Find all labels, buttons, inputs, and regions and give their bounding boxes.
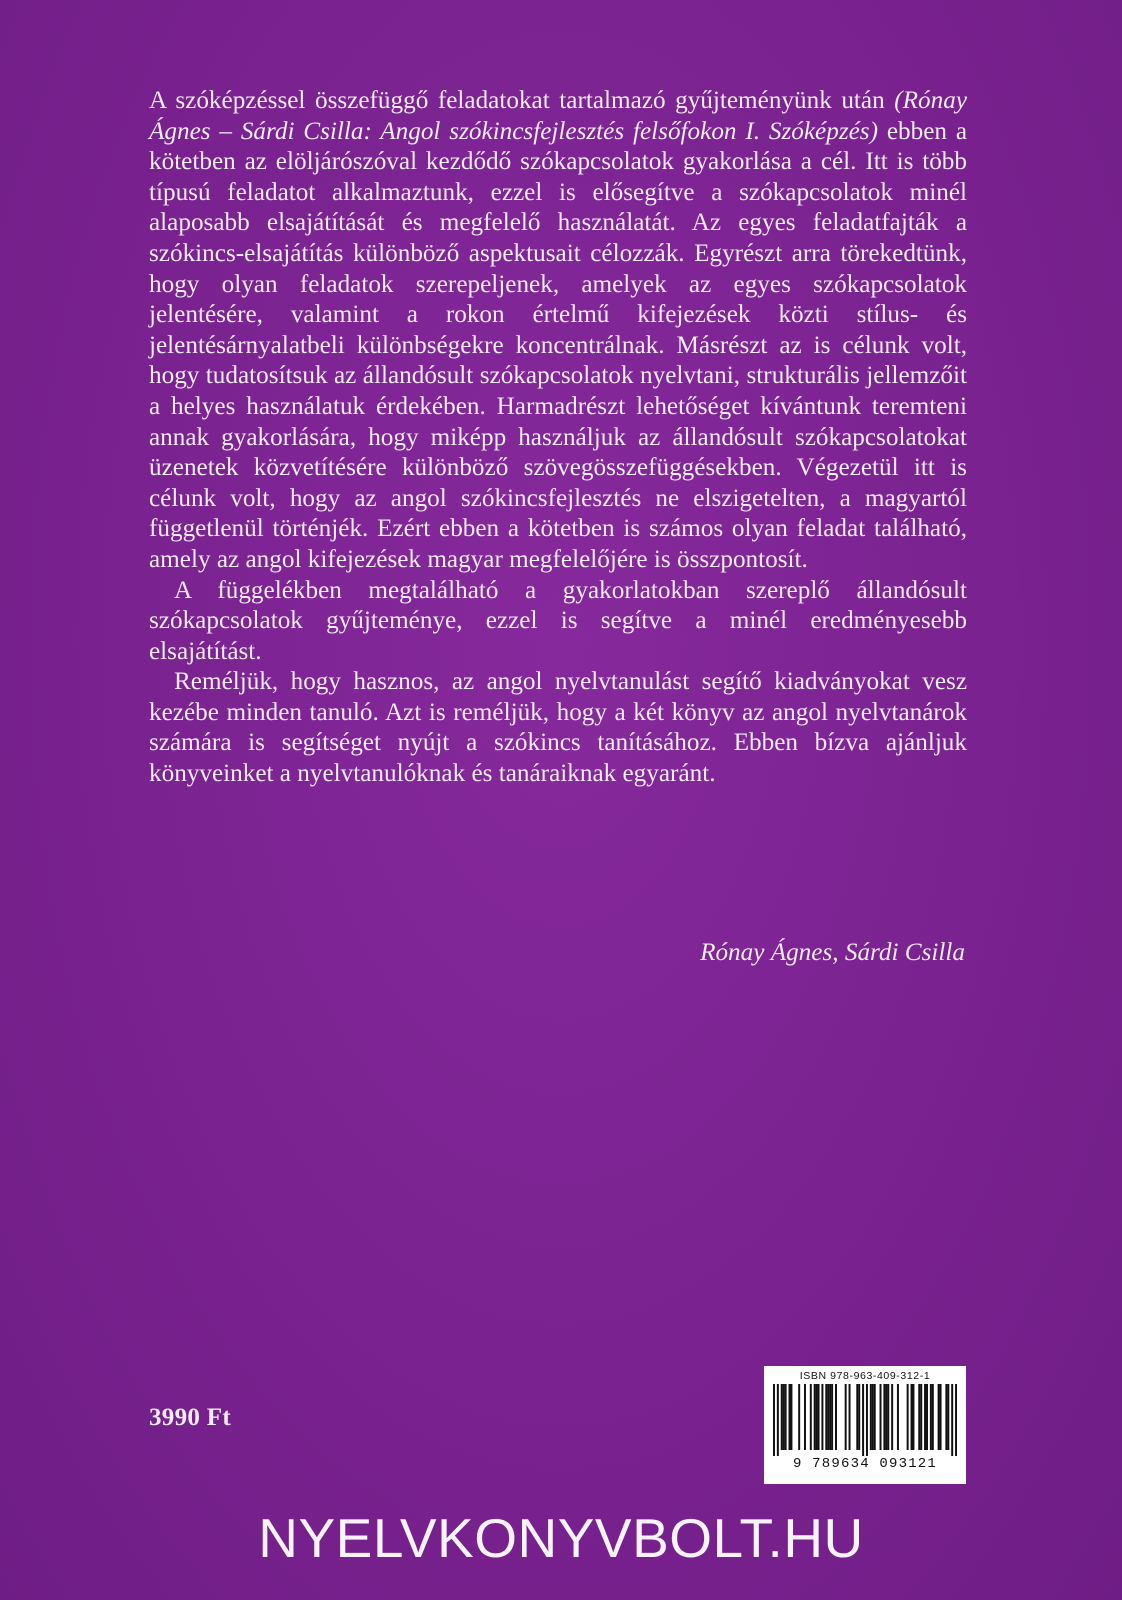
barcode-bar [951,1384,953,1456]
barcode-bar [870,1384,872,1450]
barcode-bar [932,1384,934,1450]
isbn-barcode [764,1366,966,1484]
barcode-bar [924,1384,926,1450]
barcode-bar [911,1384,913,1450]
barcode-bar [918,1384,920,1450]
barcode-bar [783,1384,785,1450]
blurb-paragraph [149,667,967,789]
blurb-segment: ebben a kötetben az elöljárószóval kezdődő szókapcsolatok gyakorlása a cél. Itt is több típusú feladatot alkalmaztunk, ezzel is elősegítve a szókapcsolatok minél alaposabb elsajátítását és megfelelő használatát. Az egyes feladatfajták a szókincs-elsajátítás különböző aspektusait célozzák. Egyrészt arra törekedtünk, hogy olyan feladatok szerepeljenek, amelyek az egyes szókapcsolatok jelentésére, valamint a rokon értelmű kifejezések közti stílus- és jelentésárnyalatbeli különbségekre koncentrálnak. Másrészt az is célunk volt, hogy tudatosítsuk az állandósult szókapcsolatok nyelvtani, strukturális jellemzőit a helyes használatuk érdekében. Harmadrészt lehetőséget kívántunk teremteni annak gyakorlására, hogy miképp használjuk az állandósult szókapcsolatokat üzenetek közvetítésére különböző szövegösszefüggésekben. Végezetül itt is célunk volt, hogy az angol szókincsfejlesztés ne elszigetelten, a magyartól függetlenül történjék. Ezért ebben a kötetben is számos olyan feladat található, amely az angol kifejezések magyar megfelelőjére is összpontosít. [149,117,967,573]
barcode-bar [930,1384,932,1450]
barcode-bar [818,1384,820,1450]
barcode-bar [955,1384,957,1456]
barcode-bar [872,1384,874,1450]
barcode-bar [938,1384,940,1450]
barcode-bar [866,1384,868,1456]
barcode-bar [845,1384,847,1450]
blurb-segment: A szóképzéssel összefüggő feladatokat tartalmazó gyűjteményünk után [149,87,895,114]
barcode-bar [825,1384,827,1450]
blurb-text [149,86,967,790]
barcode-bar [849,1384,851,1450]
barcode-bar [907,1384,909,1450]
barcode-bar [920,1384,922,1450]
barcode-bar [827,1384,829,1450]
barcode-bar [926,1384,928,1450]
barcode-bar [945,1384,947,1450]
isbn-label: ISBN 978-963-409-312-1 [799,1370,931,1382]
barcode-bar [821,1384,823,1450]
barcode-bar [835,1384,837,1450]
barcode-bar [947,1384,949,1450]
barcode-bar [810,1384,812,1450]
barcode-digits: 9 789634 093121 [792,1456,938,1472]
barcode-bar [798,1384,800,1450]
blurb-segment: Reméljük, hogy hasznos, az angol nyelvtanulást segítő kiadványokat vesz kezébe minden tanuló. Azt is reméljük, hogy a két könyv az angol nyelvtanárok számára is segítséget nyújt a szókincs tanításához. Ebben bízva ajánljuk könyveinket a nyelvtanulóknak és tanáraiknak egyaránt. [149,668,967,788]
barcode-bar [816,1384,818,1450]
barcode-bar [897,1384,899,1450]
author-signature: Rónay Ágnes, Sárdi Csilla [700,939,965,966]
barcode-bar [885,1384,887,1450]
barcode-bar [814,1384,816,1450]
barcode-bar [788,1384,790,1450]
barcode-bar [831,1384,833,1450]
barcode-bar [785,1384,787,1450]
book-reference: (Rónay Ágnes – Sárdi Csilla: Angol szókincsfejlesztés felsőfokon I. Szóképzés) [149,87,967,145]
blurb-paragraph [149,86,967,576]
barcode-bar [829,1384,831,1450]
store-watermark: NYELVKONYVBOLT.HU [258,1507,864,1569]
barcode-bars [773,1384,957,1456]
barcode-bar [862,1384,864,1456]
barcode-bar [940,1384,942,1450]
barcode-bar [880,1384,882,1450]
barcode-bar [781,1384,783,1450]
barcode-bar [773,1384,775,1456]
barcode-bar [883,1384,885,1450]
barcode-bar [858,1384,860,1450]
blurb-segment: A függelékben megtalálható a gyakorlatokban szereplő állandósult szókapcsolatok gyűjteménye, ezzel is segítve a minél eredményesebb elsajátítást. [149,576,967,665]
blurb-paragraph [149,576,967,668]
barcode-bar [887,1384,889,1450]
barcode-bar [874,1384,876,1450]
barcode-bar [891,1384,893,1450]
barcode-bar [777,1384,779,1456]
barcode-bar [790,1384,792,1450]
barcode-bar [912,1384,914,1450]
price-label: 3990 Ft [149,1404,231,1431]
barcode-bar [856,1384,858,1450]
barcode-bar [804,1384,806,1450]
